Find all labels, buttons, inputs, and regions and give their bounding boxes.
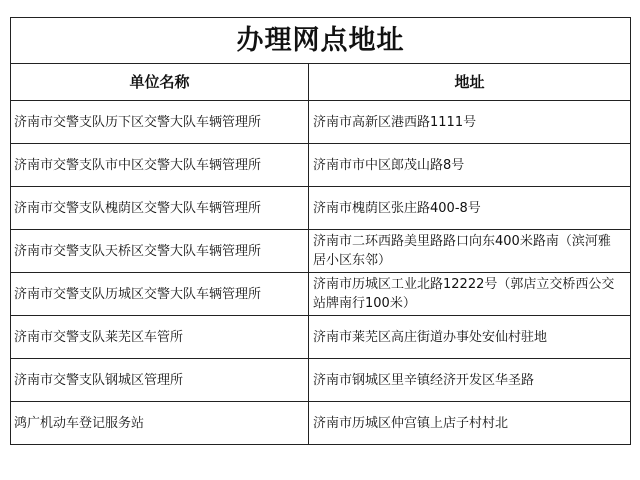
address: 济南市历城区工业北路12222号（郭店立交桥西公交站牌南行100米）	[313, 277, 615, 311]
address-cell	[309, 187, 631, 230]
service-locations-table	[10, 17, 631, 445]
unit-name-cell	[11, 273, 309, 316]
address-cell	[309, 230, 631, 273]
unit-name-cell	[11, 402, 309, 445]
unit-name-cell	[11, 144, 309, 187]
address: 济南市钢城区里辛镇经济开发区华圣路	[313, 372, 535, 388]
unit-name-cell	[11, 359, 309, 402]
address: 济南市槐荫区张庄路400-8号	[313, 200, 481, 216]
table-row	[11, 359, 631, 402]
table-row	[11, 187, 631, 230]
table-row	[11, 402, 631, 445]
unit-name: 济南市交警支队钢城区管理所	[14, 372, 184, 388]
unit-name-cell	[11, 230, 309, 273]
header-row	[11, 64, 631, 101]
address-cell	[309, 101, 631, 144]
unit-name: 济南市交警支队天桥区交警大队车辆管理所	[14, 243, 262, 259]
unit-name: 济南市交警支队历城区交警大队车辆管理所	[14, 286, 262, 302]
unit-name: 鸿广机动车登记服务站	[14, 415, 145, 431]
address: 济南市历城区仲宫镇上店子村村北	[313, 415, 509, 431]
unit-name-cell	[11, 187, 309, 230]
address-cell	[309, 273, 631, 316]
title-row	[11, 18, 631, 64]
address: 济南市市中区郎茂山路8号	[313, 157, 465, 173]
column-header-address: 地址	[309, 64, 631, 101]
unit-name: 济南市交警支队市中区交警大队车辆管理所	[14, 157, 262, 173]
unit-name: 济南市交警支队莱芜区车管所	[14, 329, 184, 345]
address: 济南市高新区港西路1111号	[313, 114, 477, 130]
unit-name: 济南市交警支队历下区交警大队车辆管理所	[14, 114, 262, 130]
table-row	[11, 144, 631, 187]
unit-name: 济南市交警支队槐荫区交警大队车辆管理所	[14, 200, 262, 216]
table-row	[11, 101, 631, 144]
table-title: 办理网点地址	[11, 18, 631, 64]
address-cell	[309, 402, 631, 445]
address: 济南市莱芜区高庄街道办事处安仙村驻地	[313, 329, 548, 345]
address-cell	[309, 359, 631, 402]
table-row	[11, 316, 631, 359]
table-row	[11, 230, 631, 273]
unit-name-cell	[11, 101, 309, 144]
address-cell	[309, 316, 631, 359]
address: 济南市二环西路美里路路口向东400米路南（滨河雅居小区东邻）	[313, 234, 611, 268]
unit-name-cell	[11, 316, 309, 359]
table-row	[11, 273, 631, 316]
address-cell	[309, 144, 631, 187]
column-header-unit: 单位名称	[11, 64, 309, 101]
